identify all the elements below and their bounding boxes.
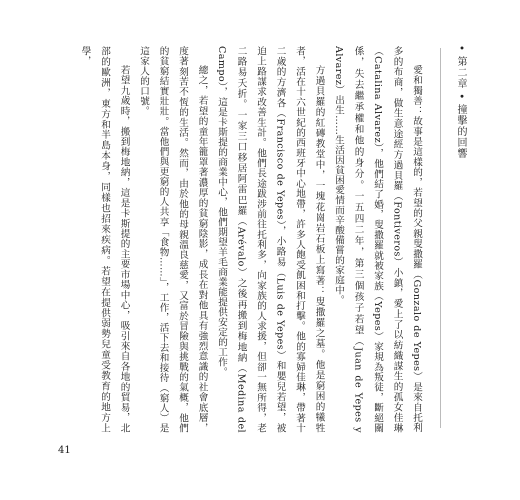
running-header: • 第二章 • 撞擊的回響: [455, 45, 466, 160]
page-number: 41: [58, 445, 71, 456]
paragraph: 總之，若望的童年籠罩著濃厚的貧窮陰影，成長在對他具有強烈意識的社會底層，度著刻苦不恆的生活。然而，由於他的母親溫良慈愛，又富於冒險與挑戰的氣概，他們的貧窮結實壯壯。當他們與更窮的人共享「食物……」，工作，活下去和接待（窮人）是這家人的口號。: [138, 46, 208, 433]
header-divider: [440, 48, 441, 428]
paragraph: 若望九歲時，搬到梅地納，這是卡斯提的主要市場中心，吸引來自各地的貿易，北部的歐洲，東方和半島本身，同樣也招來疾病。若望在提供弱勢兒童受教育的地方上學，: [79, 46, 130, 433]
paragraph: 方過貝羅的紅磚教堂中，一塊花崗岩石板上寫著：叟撒羅之墓。他是窮困的犧牲者，活在十六世紀的西班牙中心地帶，許多人飽受飢困和打擊。他的寡婦佳琳，帶著十二歲的方濟各（Francisco de Yepes），小路易（Luis de Yepes）和嬰兒若望，被迫上路謀求改善生計。他們長途跋涉前往托利多，向家族的人求援，但卻一無所得，老二路易夭折。一家三口移居阿雷巴羅（Arévalo）之後再搬到梅地納（Medina del Campo），這是卡斯提的商業中心，他們期望羊毛商業能提供安定的工作。: [216, 46, 325, 433]
paragraph: 愛和獨善：故事是這樣的，若望的父親叟撒羅（Gonzalo de Yepes）是來自托利多的布商，做生意途經方過貝羅（Fontiveros）小鎮，愛上了以紡織謀生的孤女佳琳（Catalina Alvarez），他們結了婚，叟撒羅就被家族（Yepes）家規為叛徒，斷絕關係，失去繼承權和他的身分。一五四二年，第三個孩子若望（Juan de Yepes y Alvarez）出生……生活因貧困愛情而辛酸備嘗的家庭中。: [333, 46, 422, 433]
body-text: [79, 46, 426, 433]
